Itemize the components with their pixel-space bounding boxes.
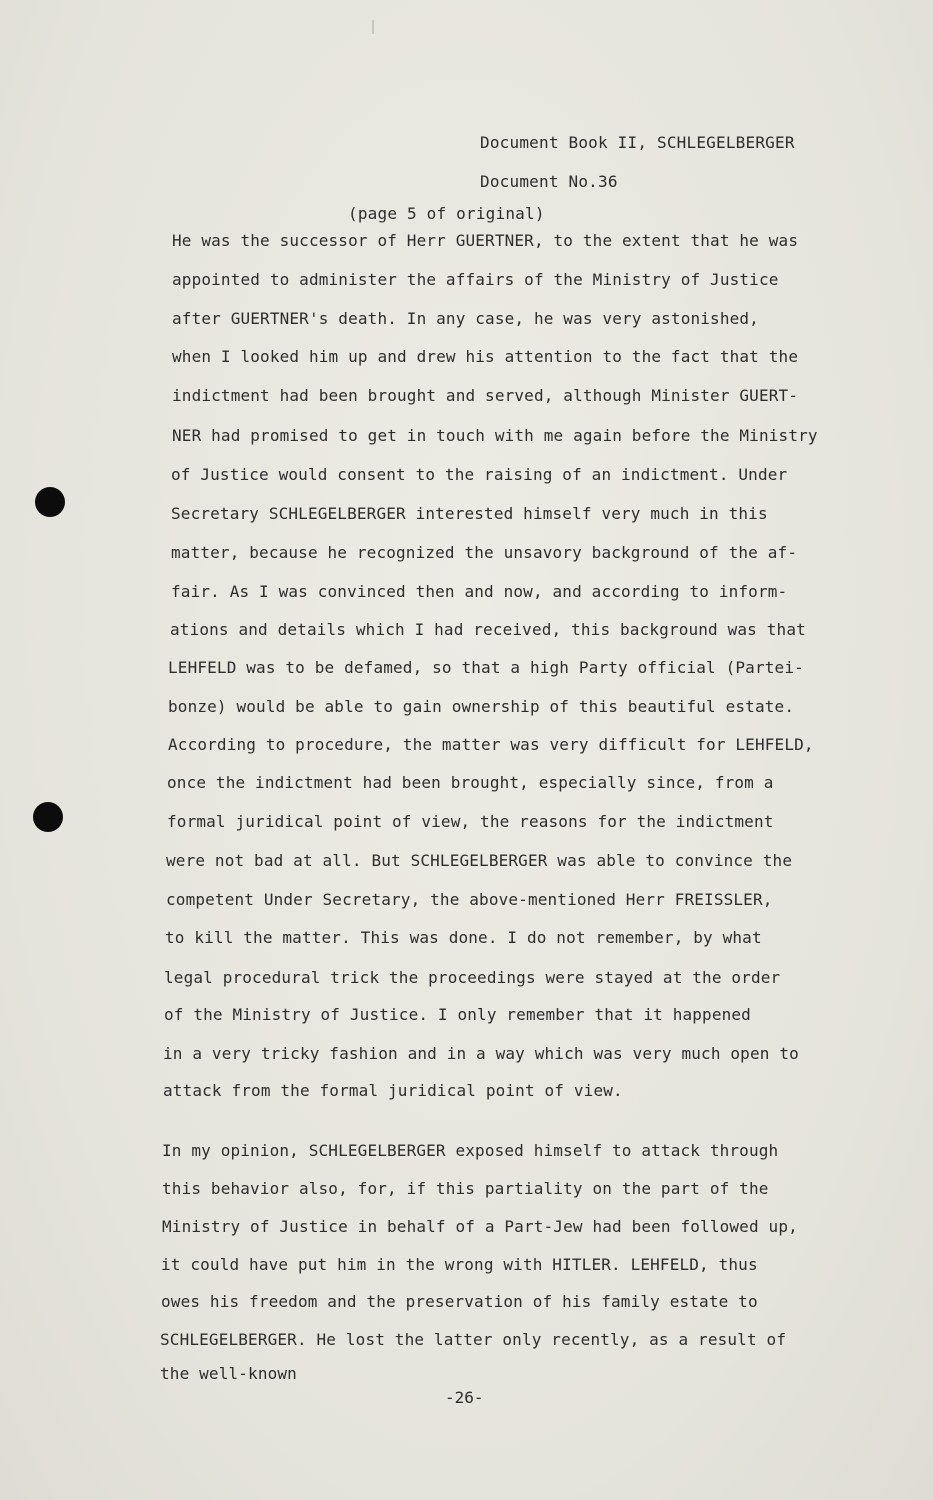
body-line: this behavior also, for, if this partiality on the part of the [162,1179,769,1198]
body-line: after GUERTNER's death. In any case, he was very astonished, [172,309,759,328]
body-line: formal juridical point of view, the reasons for the indictment [167,812,774,831]
body-line: the well-known [160,1364,297,1383]
body-line: in a very tricky fashion and in a way which was very much open to [163,1044,799,1063]
body-line: attack from the formal juridical point of view. [163,1081,623,1100]
body-line: ations and details which I had received, this background was that [170,620,806,639]
body-line: of Justice would consent to the raising of an indictment. Under [171,465,788,484]
body-line: Secretary SCHLEGELBERGER interested himself very much in this [171,504,768,523]
original-page-reference: (page 5 of original) [348,204,545,223]
body-line: were not bad at all. But SCHLEGELBERGER was able to convince the [166,851,793,870]
body-line: matter, because he recognized the unsavory background of the af- [171,543,798,562]
body-line: SCHLEGELBERGER. He lost the latter only recently, as a result of [160,1330,787,1349]
body-line: Ministry of Justice in behalf of a Part-Jew had been followed up, [162,1217,798,1236]
body-line: to kill the matter. This was done. I do not remember, by what [165,928,762,947]
punch-hole [35,487,65,517]
body-line: LEHFELD was to be defamed, so that a high Party official (Partei- [168,658,804,677]
body-line: it could have put him in the wrong with HITLER. LEHFELD, thus [161,1255,758,1274]
punch-hole [33,802,63,832]
body-line: of the Ministry of Justice. I only remember that it happened [164,1005,751,1024]
document-number: Document No.36 [480,172,618,191]
body-line: fair. As I was convinced then and now, and according to inform- [171,582,788,601]
body-line: legal procedural trick the proceedings were stayed at the order [164,968,781,987]
document-book-title: Document Book II, SCHLEGELBERGER [480,133,795,152]
page-mark [372,20,374,34]
page-number: -26- [445,1388,484,1407]
body-line: indictment had been brought and served, although Minister GUERT- [172,386,799,405]
body-line: competent Under Secretary, the above-mentioned Herr FREISSLER, [166,890,773,909]
body-line: He was the successor of Herr GUERTNER, to the extent that he was [172,231,799,250]
body-line: once the indictment had been brought, especially since, from a [167,773,774,792]
body-line: bonze) would be able to gain ownership of this beautiful estate. [168,697,795,716]
body-line: According to procedure, the matter was very difficult for LEHFELD, [168,735,814,754]
body-line: In my opinion, SCHLEGELBERGER exposed himself to attack through [162,1141,779,1160]
body-line: owes his freedom and the preservation of his family estate to [161,1292,758,1311]
body-line: NER had promised to get in touch with me again before the Ministry [172,426,818,445]
body-line: when I looked him up and drew his attention to the fact that the [172,347,799,366]
body-line: appointed to administer the affairs of the Ministry of Justice [172,270,779,289]
